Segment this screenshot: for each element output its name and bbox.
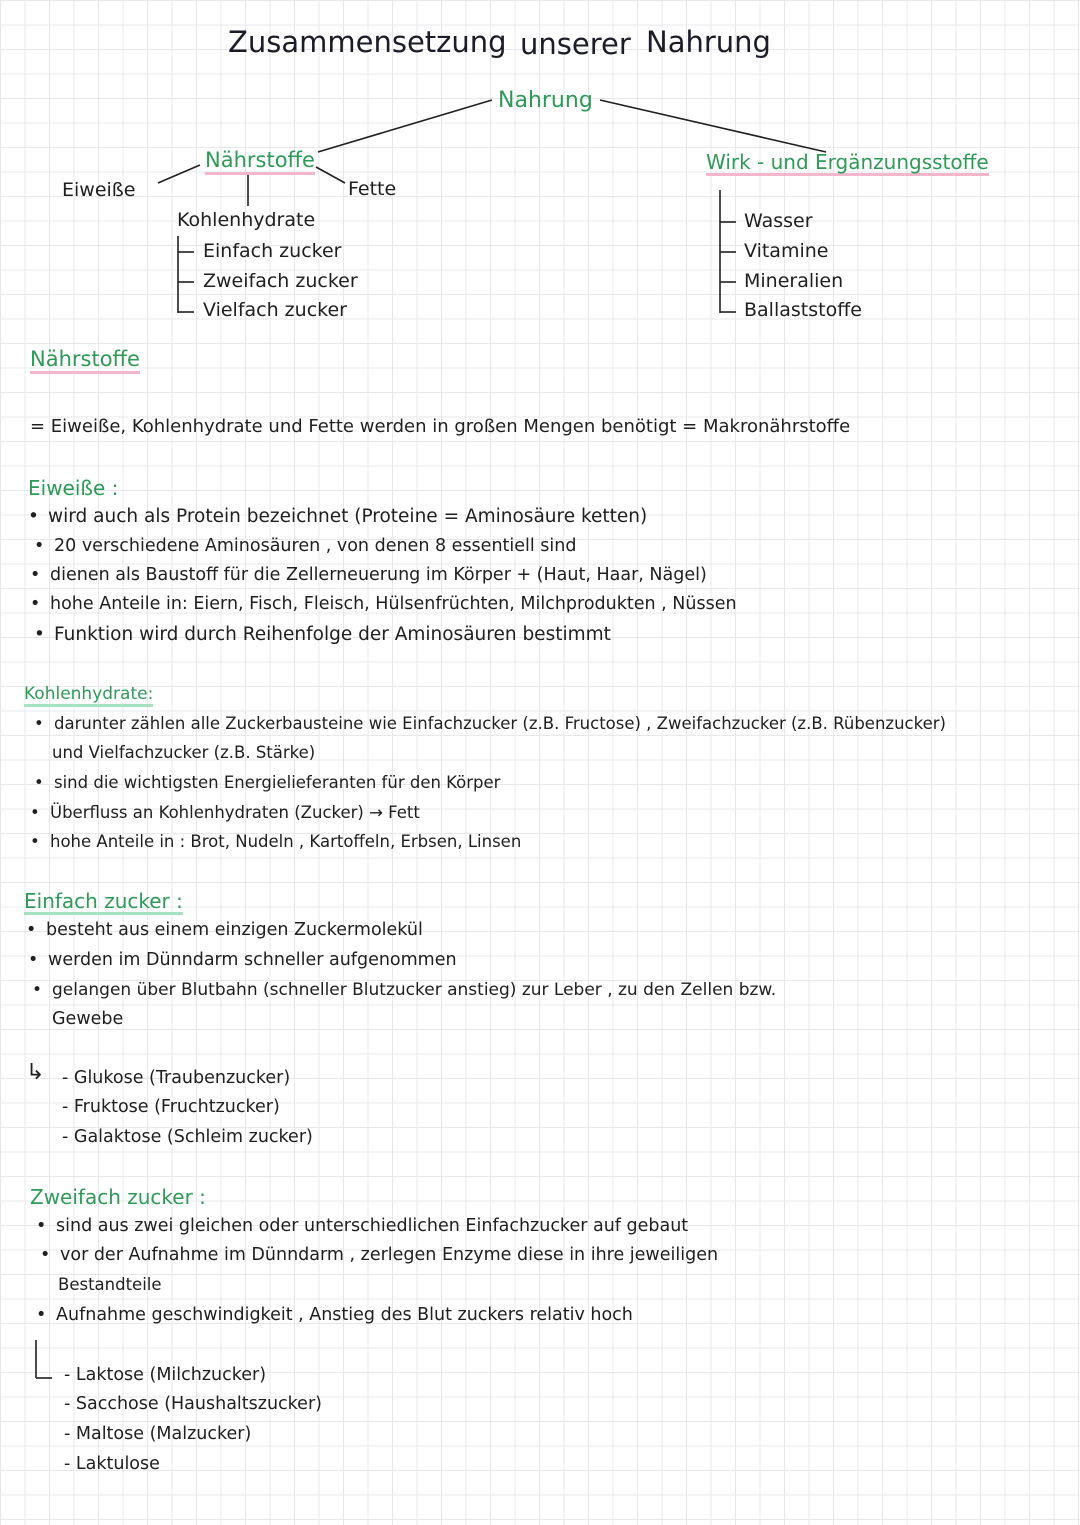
- diagram-kohlenhydrate: Kohlenhydrate: [177, 209, 316, 231]
- zweifachzucker-example: - Maltose (Malzucker): [64, 1424, 252, 1444]
- einfachzucker-example: - Galaktose (Schleim zucker): [62, 1127, 313, 1147]
- heading-kohlenhydrate: Kohlenhydrate:: [24, 686, 153, 707]
- zweifachzucker-item: • sind aus zwei gleichen oder unterschiedlichen Einfachzucker auf gebaut: [56, 1218, 688, 1236]
- eiweisse-item: • 20 verschiedene Aminosäuren , von denen 8 essentiell sind: [54, 538, 577, 556]
- diagram-naehrstoffe: Nährstoffe: [205, 150, 315, 175]
- eiweisse-item: • Funktion wird durch Reihenfolge der Aminosäuren bestimmt: [54, 626, 611, 645]
- title-word-3: Nahrung: [646, 25, 771, 59]
- zweifachzucker-item: • Aufnahme geschwindigkeit , Anstieg des Blut zuckers relativ hoch: [56, 1307, 633, 1325]
- title-word-1: Zusammensetzung: [228, 25, 507, 59]
- diagram-root: Nahrung: [498, 88, 593, 113]
- diagram-fette: Fette: [348, 178, 397, 200]
- zweifachzucker-example: - Laktulose: [64, 1454, 160, 1474]
- heading-naehrstoffe: Nährstoffe: [30, 349, 140, 374]
- eiweisse-item: • wird auch als Protein bezeichnet (Proteine = Aminosäure ketten): [48, 508, 647, 527]
- einfachzucker-item-cont: Gewebe: [52, 1009, 124, 1029]
- einfachzucker-item: • gelangen über Blutbahn (schneller Blutzucker anstieg) zur Leber , zu den Zellen bzw.: [52, 982, 776, 999]
- einfachzucker-example: - Glukose (Traubenzucker): [62, 1068, 291, 1088]
- eiweisse-item: • hohe Anteile in: Eiern, Fisch, Fleisch, Hülsenfrüchten, Milchprodukten , Nüssen: [50, 596, 737, 614]
- heading-eiweisse: Eiweiße :: [28, 476, 119, 500]
- kohlenhydrate-item: • Überfluss an Kohlenhydraten (Zucker) → Fett: [50, 805, 420, 822]
- einfachzucker-example: - Fruktose (Fruchtzucker): [62, 1097, 280, 1117]
- zweifachzucker-example: - Laktose (Milchzucker): [64, 1365, 267, 1385]
- zweifachzucker-item-cont: Bestandteile: [58, 1275, 162, 1294]
- diagram-right-child: Ballaststoffe: [744, 299, 862, 321]
- kohlenhydrate-item-cont: und Vielfachzucker (z.B. Stärke): [52, 743, 316, 762]
- diagram-right-child: Wasser: [744, 210, 813, 232]
- einfachzucker-item: • werden im Dünndarm schneller aufgenommen: [48, 952, 457, 970]
- diagram-eiweisse: Eiweiße: [62, 179, 136, 201]
- diagram-kh-child: Einfach zucker: [203, 240, 342, 262]
- heading-einfachzucker: Einfach zucker :: [24, 889, 183, 913]
- diagram-right-child: Mineralien: [744, 270, 844, 292]
- eiweisse-item: • dienen als Baustoff für die Zellerneuerung im Körper + (Haut, Haar, Nägel): [50, 567, 707, 585]
- kohlenhydrate-item: • darunter zählen alle Zuckerbausteine wie Einfachzucker (z.B. Fructose) , Zweifachzucker (z.B. Rübenzucker): [54, 716, 946, 733]
- diagram-wirkstoffe: Wirk - und Ergänzungsstoffe: [706, 150, 989, 174]
- naehrstoffe-line: = Eiweiße, Kohlenhydrate und Fette werden in großen Mengen benötigt = Makronährstoffe: [30, 416, 851, 437]
- title-word-2: unserer: [520, 27, 631, 61]
- diagram-kh-child: Zweifach zucker: [203, 270, 358, 292]
- einfachzucker-item: • besteht aus einem einzigen Zuckermolekül: [46, 922, 423, 940]
- kohlenhydrate-item: • sind die wichtigsten Energielieferanten für den Körper: [54, 775, 500, 792]
- zweifachzucker-example: - Sacchose (Haushaltszucker): [64, 1394, 322, 1414]
- heading-zweifachzucker: Zweifach zucker :: [30, 1185, 206, 1209]
- kohlenhydrate-item: • hohe Anteile in : Brot, Nudeln , Kartoffeln, Erbsen, Linsen: [50, 834, 521, 851]
- diagram-right-child: Vitamine: [744, 240, 829, 262]
- zweifachzucker-item: • vor der Aufnahme im Dünndarm , zerlegen Enzyme diese in ihre jeweiligen: [60, 1247, 718, 1265]
- diagram-kh-child: Vielfach zucker: [203, 299, 347, 321]
- return-arrow-icon: ↳: [26, 1060, 45, 1085]
